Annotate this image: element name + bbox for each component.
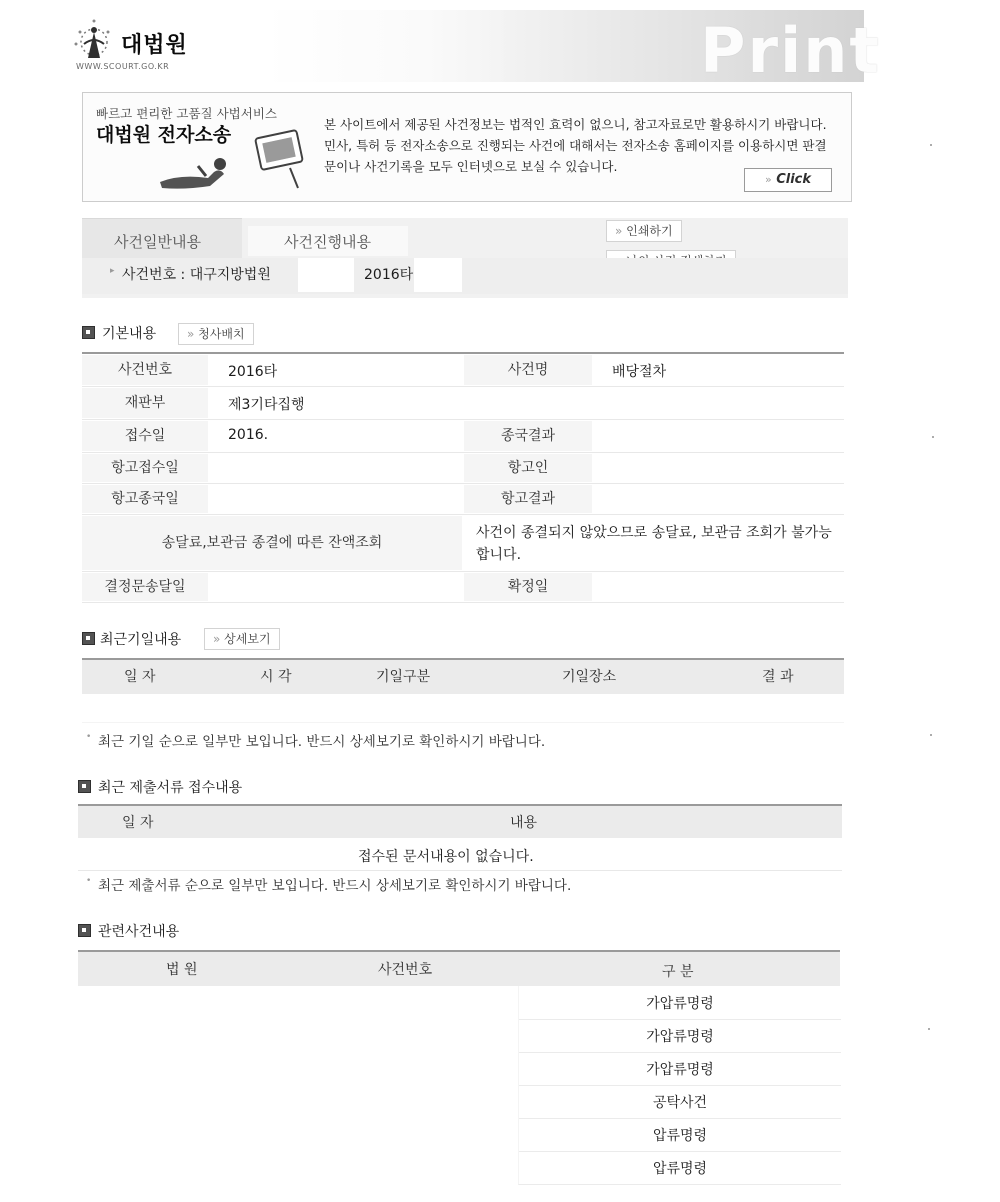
court-division-value: 제3기타집행	[228, 397, 305, 413]
case-line-year: 2016타	[364, 267, 414, 283]
related-type-cell[interactable]: 압류명령	[652, 1161, 708, 1177]
table-row	[518, 1052, 841, 1086]
section-bullet-icon	[78, 924, 91, 937]
ecourt-illustration-icon	[150, 128, 310, 196]
balance-inquiry-value: 사건이 종결되지 않았으므로 송달료, 보관금 조회가 불가능합니다.	[476, 525, 832, 563]
table-row	[518, 1151, 841, 1185]
receipt-date-label: 접수일	[82, 421, 208, 451]
related-col-court: 법 원	[166, 962, 198, 978]
chevron-right-icon: »	[213, 632, 221, 646]
case-line-court: 사건번호 : 대구지방법원	[122, 267, 271, 283]
related-section-title: 관련사건내용	[98, 924, 180, 940]
row-divider	[82, 514, 844, 515]
promo-notice-text: 본 사이트에서 제공된 사건정보는 법적인 효력이 없으니, 참고자료로만 활용하시기 바랍니다. 민사, 특허 등 전자소송으로 진행되는 사건에 대해서는 전자소송 홈페이지를 이용하시면 판결문이나 사건기록을 모두 인터넷으로 보실 수 있습니다.	[324, 117, 827, 174]
appellant-label: 항고인	[464, 454, 592, 482]
confirmed-date-label: 확정일	[464, 573, 592, 601]
redacted-area	[282, 354, 328, 384]
case-name-value: 배당절차	[612, 364, 667, 380]
dates-section-title: 최근기일내용	[100, 632, 182, 648]
chevron-right-icon: »	[187, 327, 195, 341]
section-bullet-icon	[78, 780, 91, 793]
appeal-receipt-label: 항고접수일	[82, 454, 208, 482]
print-button-label: 인쇄하기	[626, 224, 673, 238]
scan-speck	[932, 436, 934, 438]
related-type-cell[interactable]: 압류명령	[652, 1128, 708, 1144]
table-row	[518, 1019, 841, 1053]
promo-title[interactable]: 대법원 전자소송	[96, 124, 232, 146]
row-divider	[82, 483, 844, 484]
tab-case-progress[interactable]	[248, 226, 408, 256]
case-no-label: 사건번호	[82, 355, 208, 385]
related-col-type: 구 분	[662, 964, 694, 980]
filings-empty-message: 접수된 문서내용이 없습니다.	[358, 849, 534, 865]
basic-section-title: 기본내용	[102, 326, 157, 342]
filings-section-title: 최근 제출서류 접수내용	[98, 780, 243, 796]
row-divider	[78, 870, 842, 871]
tab-case-general-label: 사건일반내용	[114, 233, 201, 251]
decision-delivery-label: 결정문송달일	[82, 573, 208, 601]
click-label: Click	[776, 172, 812, 187]
scan-speck	[930, 734, 932, 736]
related-type-cell[interactable]: 가압류명령	[646, 1062, 714, 1078]
dates-col-result: 결 과	[762, 669, 794, 685]
related-type-cell[interactable]: 가압류명령	[646, 996, 714, 1012]
row-divider	[82, 386, 844, 387]
dates-col-time: 시 각	[260, 669, 292, 685]
print-watermark: Print	[700, 14, 882, 87]
redacted-area	[298, 258, 354, 292]
related-type-cell[interactable]: 공탁사건	[652, 1095, 708, 1111]
dates-col-place: 기일장소	[562, 669, 617, 685]
detail-view-button[interactable]	[204, 628, 280, 650]
logo-name[interactable]: 대법원	[121, 33, 188, 58]
case-no-value: 2016타	[228, 364, 278, 380]
table-row	[518, 986, 841, 1020]
final-result-label: 종국결과	[464, 421, 592, 451]
table-row	[518, 1118, 841, 1152]
court-layout-label: 청사배치	[198, 327, 245, 341]
table-row	[518, 1085, 841, 1119]
court-division-label: 재판부	[82, 388, 208, 418]
scan-speck	[930, 144, 932, 146]
appeal-result-label: 항고결과	[464, 485, 592, 513]
row-divider	[82, 602, 844, 603]
appeal-final-label: 항고종국일	[82, 485, 208, 513]
section-bullet-icon	[82, 326, 95, 339]
promo-tagline: 빠르고 편리한 고품질 사법서비스	[96, 106, 277, 121]
section-bullet-icon	[82, 632, 95, 645]
redacted-area	[414, 258, 462, 292]
row-divider	[82, 571, 844, 572]
dates-empty-row	[82, 694, 844, 723]
bullet-icon: •	[86, 876, 92, 886]
bullet-icon: •	[86, 732, 92, 742]
row-divider	[82, 419, 844, 420]
logo-url: WWW.SCOURT.GO.KR	[76, 62, 170, 71]
related-type-cell[interactable]: 가압류명령	[646, 1029, 714, 1045]
filings-table-header	[78, 806, 842, 838]
print-button[interactable]	[606, 220, 682, 242]
court-logo-icon	[70, 18, 118, 62]
tab-case-progress-label: 사건진행내용	[284, 233, 371, 251]
related-col-case-no: 사건번호	[378, 962, 433, 978]
court-layout-button[interactable]	[178, 323, 254, 345]
balance-inquiry-label: 송달료,보관금 종결에 따른 잔액조회	[82, 516, 462, 570]
ecourt-click-button[interactable]	[744, 168, 832, 192]
filings-col-date: 일 자	[122, 815, 154, 831]
dates-col-type: 기일구분	[376, 669, 431, 685]
scan-speck	[928, 1028, 930, 1030]
row-divider	[82, 452, 844, 453]
tab-case-general[interactable]	[82, 218, 242, 259]
dates-note: 최근 기일 순으로 일부만 보입니다. 반드시 상세보기로 확인하시기 바랍니다.	[98, 734, 546, 750]
chevron-right-icon: »	[764, 173, 772, 186]
bullet-icon: ▸	[110, 266, 115, 276]
filings-note: 최근 제출서류 순으로 일부만 보입니다. 반드시 상세보기로 확인하시기 바랍니다.	[98, 878, 572, 894]
detail-view-label: 상세보기	[224, 632, 271, 646]
dates-col-date: 일 자	[124, 669, 156, 685]
dates-table-header	[82, 660, 844, 694]
chevron-right-icon: »	[615, 224, 623, 238]
receipt-date-value: 2016.	[228, 427, 269, 443]
case-name-label: 사건명	[464, 355, 592, 385]
table-top-border	[82, 352, 844, 354]
filings-col-content: 내용	[510, 815, 538, 831]
